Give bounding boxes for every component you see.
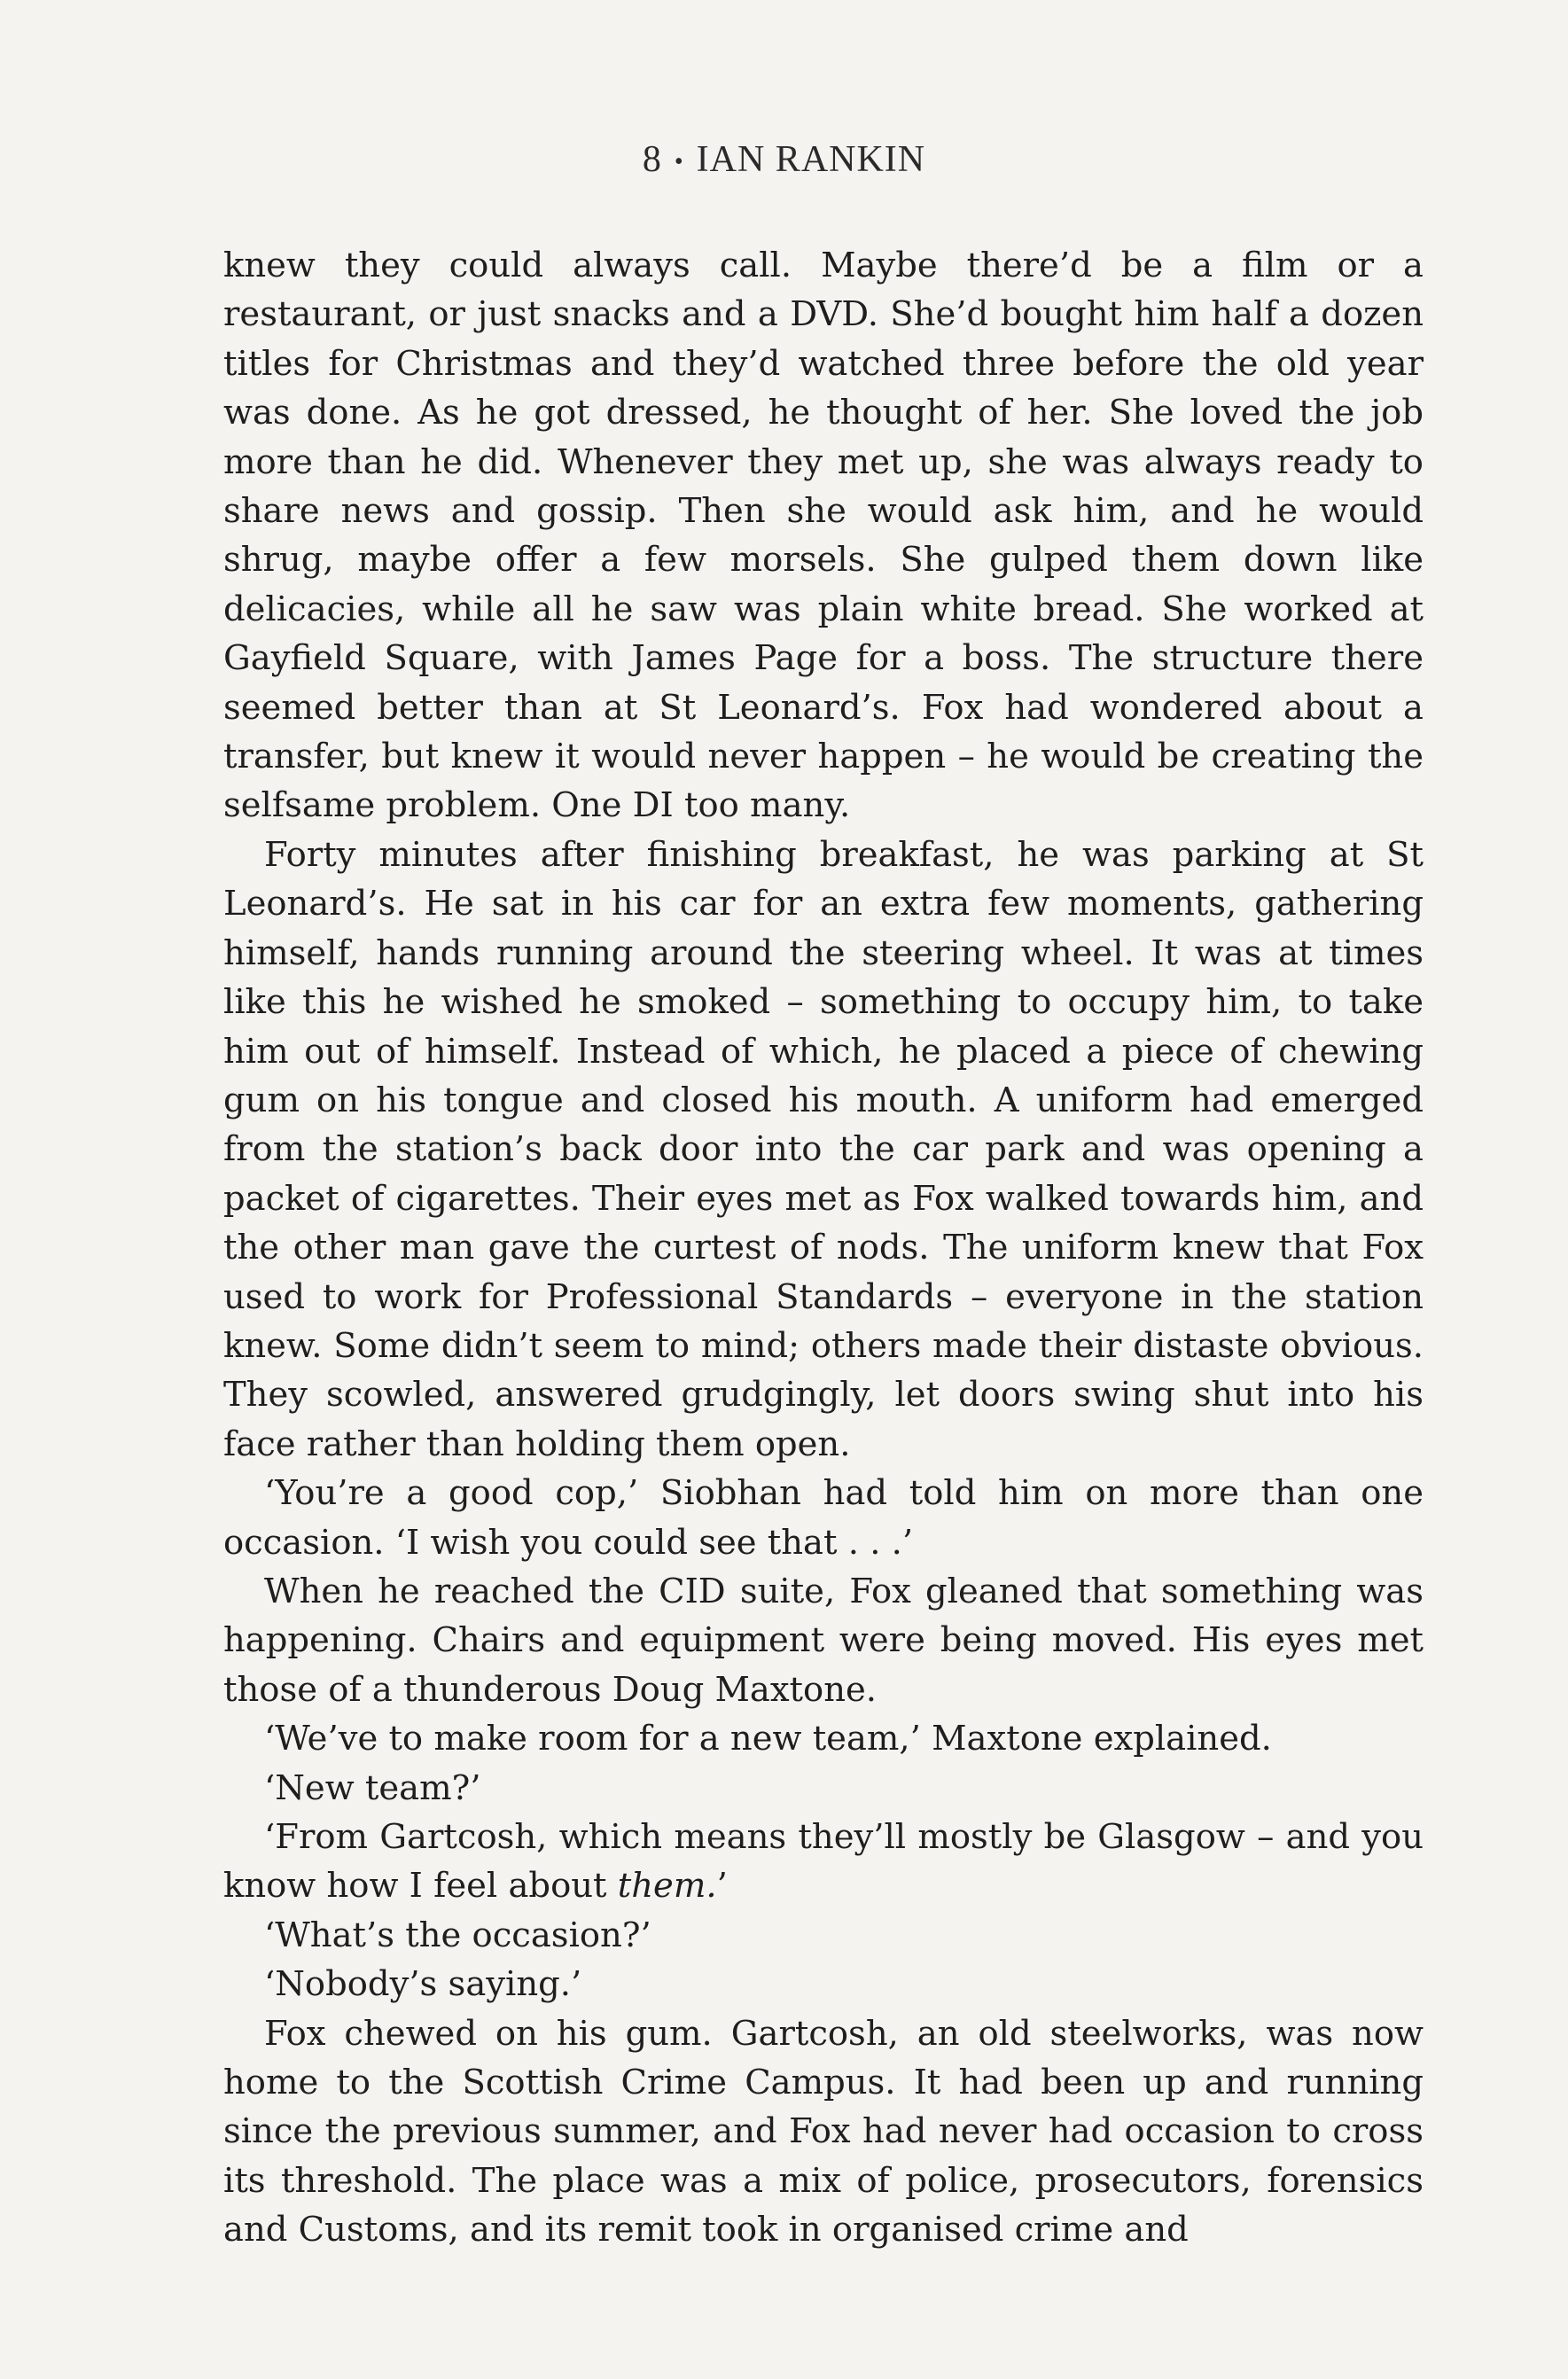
header-separator: •: [674, 148, 684, 176]
paragraph: Forty minutes after finishing breakfast, he was parking at St Leonard’s. He sat in his car for an extra few moments, gathering himself, hands running around the steering wheel. It was at times like this he wished he smoked – something to occupy him, to take him out of himself. Instead of which, he placed a piece of chewing gum on his tongue and closed his mouth. A uniform had emerged from the station’s back door into the car park and was opening a packet of cigarettes. Their eyes met as Fox walked towards him, and the other man gave the curtest of nods. The uniform knew that Fox used to work for Professional Standards – everyone in the station knew. Some didn’t seem to mind; others made their distaste obvious. They scowled, answered grudgingly, let doors swing shut into his face rather than holding them open.: [223, 834, 1424, 1464]
emphasized-word: them.: [617, 1866, 717, 1907]
paragraph: Fox chewed on his gum. Gartcosh, an old steelworks, was now home to the Scottish Crime Campus. It had been up and running since the previous summer, and Fox had never had occasion to cross its threshold. The place was a mix of police, prosecutors, forensics and Customs, and its remit took in organised crime and: [223, 2013, 1424, 2250]
page-number: 8: [642, 139, 662, 180]
closing-quote: ’: [716, 1866, 728, 1907]
body-text: [223, 241, 1424, 2255]
paragraph-dialogue: ‘Nobody’s saying.’: [264, 1964, 582, 2005]
paragraph-dialogue: ‘You’re a good cop,’ Siobhan had told him on more than one occasion. ‘I wish you could see that . . .’: [223, 1473, 1424, 1563]
paragraph-dialogue: ‘We’ve to make room for a new team,’ Maxtone explained.: [264, 1719, 1272, 1759]
running-head: [0, 138, 1568, 181]
paragraph-dialogue: [223, 1813, 1424, 1911]
paragraph-dialogue: ‘What’s the occasion?’: [264, 1915, 651, 1955]
dialogue-text: ‘From Gartcosh, which means they’ll mostly be Glasgow – and you know how I feel about: [223, 1817, 1424, 1907]
paragraph-continued: knew they could always call. Maybe there’d be a film or a restaurant, or just snacks and a DVD. She’d bought him half a dozen titles for Christmas and they’d watched three before the old year was done. As he got dressed, he thought of her. She loved the job more than he did. Whenever they met up, she was always ready to share news and gossip. Then she would ask him, and he would shrug, maybe offer a few morsels. She gulped them down like delicacies, while all he saw was plain white bread. She worked at Gayfield Square, with James Page for a boss. The structure there seemed better than at St Leonard’s. Fox had wondered about a transfer, but knew it would never happen – he would be creating the selfsame problem. One DI too many.: [223, 246, 1424, 826]
paragraph: When he reached the CID suite, Fox gleaned that something was happening. Chairs and equipment were being moved. His eyes met those of a thunderous Doug Maxtone.: [223, 1571, 1424, 1710]
author-name: IAN RANKIN: [696, 139, 926, 180]
paragraph-dialogue: ‘New team?’: [264, 1767, 481, 1808]
